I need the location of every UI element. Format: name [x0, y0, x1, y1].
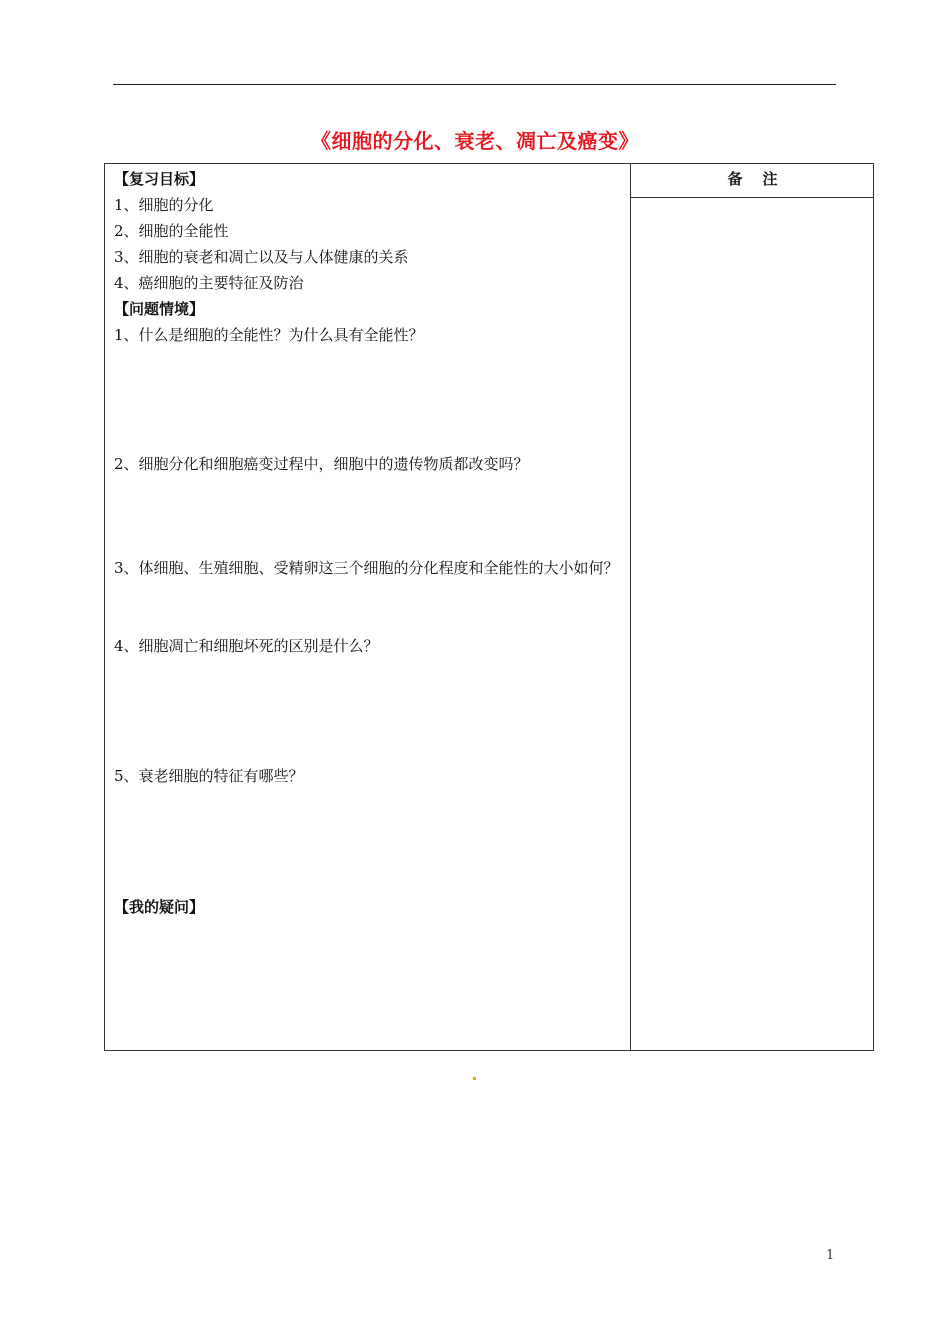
- worksheet-table: [104, 163, 874, 1051]
- column-divider: [630, 164, 631, 1050]
- page-number: 1: [826, 1248, 835, 1263]
- decorative-dot: [473, 1077, 476, 1080]
- review-goal-item: 4、癌细胞的主要特征及防治: [114, 274, 304, 292]
- problem-context-heading: 【问题情境】: [114, 300, 205, 318]
- document-title: 《细胞的分化、衰老、凋亡及癌变》: [311, 129, 639, 153]
- review-goal-item: 2、细胞的全能性: [114, 222, 229, 240]
- main-column: [105, 164, 630, 1050]
- question-item: 3、体细胞、生殖细胞、受精卵这三个细胞的分化程度和全能性的大小如何？: [114, 559, 619, 577]
- my-questions-heading: 【我的疑问】: [114, 898, 205, 916]
- notes-column-header: 备注: [631, 164, 874, 198]
- question-item: 5、衰老细胞的特征有哪些？: [114, 767, 304, 785]
- question-item: 4、细胞凋亡和细胞坏死的区别是什么？: [114, 637, 379, 655]
- review-goal-item: 1、细胞的分化: [114, 196, 214, 214]
- review-goals-heading: 【复习目标】: [114, 170, 205, 188]
- header-rule: [113, 84, 836, 85]
- question-item: 1、什么是细胞的全能性？为什么具有全能性？: [114, 326, 424, 344]
- question-item: 2、细胞分化和细胞癌变过程中，细胞中的遗传物质都改变吗？: [114, 455, 529, 473]
- review-goal-item: 3、细胞的衰老和凋亡以及与人体健康的关系: [114, 248, 409, 266]
